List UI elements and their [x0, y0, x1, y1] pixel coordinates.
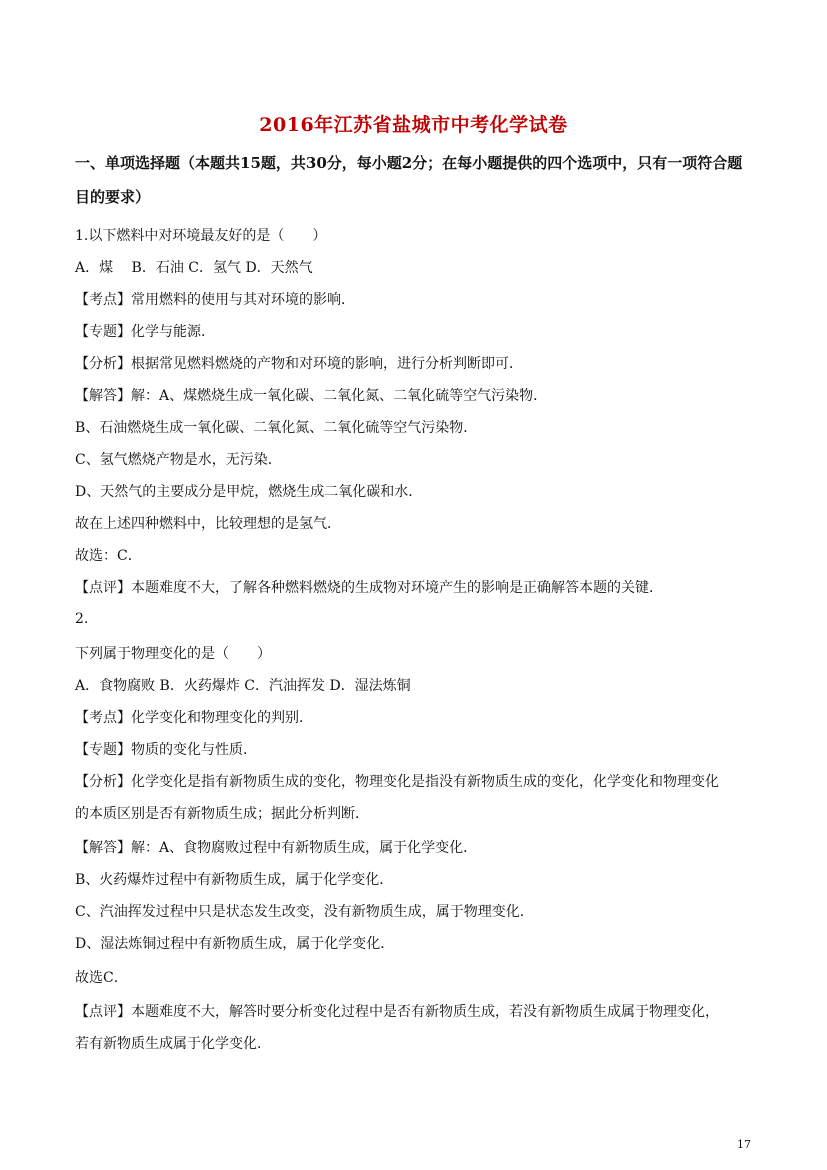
page-number: 17: [737, 1138, 751, 1151]
conclusion-1: 故在上述四种燃料中，比较理想的是氢气．: [75, 516, 341, 532]
zhuanti-2: 【专题】物质的变化与性质．: [75, 742, 257, 758]
dianping-1: 【点评】本题难度不大，了解各种燃料燃烧的生成物对环境产生的影响是正确解答本题的关键．: [75, 580, 663, 596]
answer-2: 故选C．: [75, 970, 128, 986]
question-2-number: 2.: [75, 611, 89, 627]
answer-1: 故选：C．: [75, 548, 142, 564]
options-1: A．煤 B．石油 C．氢气 D．天然气: [75, 260, 313, 276]
jieda-2-c: C、汽油挥发过程中只是状态发生改变，没有新物质生成，属于物理变化．: [75, 904, 534, 920]
jieda-1-c: C、氢气燃烧产物是水，无污染．: [75, 452, 282, 468]
kaodian-2: 【考点】化学变化和物理变化的判别．: [75, 710, 313, 726]
kaodian-1: 【考点】常用燃料的使用与其对环境的影响．: [75, 292, 355, 308]
dianping-2: 【点评】本题难度不大，解答时要分析变化过程中是否有新物质生成，若没有新物质生成属于物理变化，: [75, 1004, 719, 1020]
jieda-2-d: D、湿法炼铜过程中有新物质生成，属于化学变化．: [75, 936, 395, 952]
fenxi-2-cont: 的本质区别是否有新物质生成；据此分析判断．: [75, 806, 369, 822]
jieda-1: 【解答】解：A、煤燃烧生成一氧化碳、二氧化氮、二氧化硫等空气污染物．: [75, 388, 548, 404]
jieda-2-b: B、火药爆炸过程中有新物质生成，属于化学变化．: [75, 872, 394, 888]
options-2: A．食物腐败 B．火药爆炸 C．汽油挥发 D．湿法炼铜: [75, 678, 411, 694]
dianping-2-cont: 若有新物质生成属于化学变化．: [75, 1036, 271, 1052]
jieda-2: 【解答】解：A、食物腐败过程中有新物质生成，属于化学变化．: [75, 840, 478, 856]
page-title: 2016年江苏省盐城市中考化学试卷: [259, 114, 568, 136]
fenxi-2: 【分析】化学变化是指有新物质生成的变化，物理变化是指没有新物质生成的变化，化学变化和物理变化: [75, 774, 719, 790]
jieda-1-b: B、石油燃烧生成一氧化碳、二氧化氮、二氧化硫等空气污染物．: [75, 420, 478, 436]
section-heading: 一、单项选择题（本题共15题，共30分，每小题2分；在每小题提供的四个选项中，只有一项符合题目的要求）: [75, 154, 743, 206]
zhuanti-1: 【专题】化学与能源．: [75, 324, 215, 340]
question-1: 1.以下燃料中对环境最友好的是（ ）: [75, 228, 327, 244]
fenxi-1: 【分析】根据常见燃料燃烧的产物和对环境的影响，进行分析判断即可．: [75, 356, 523, 372]
jieda-1-d: D、天然气的主要成分是甲烷，燃烧生成二氧化碳和水．: [75, 484, 423, 500]
question-2: 下列属于物理变化的是（ ）: [75, 646, 271, 662]
